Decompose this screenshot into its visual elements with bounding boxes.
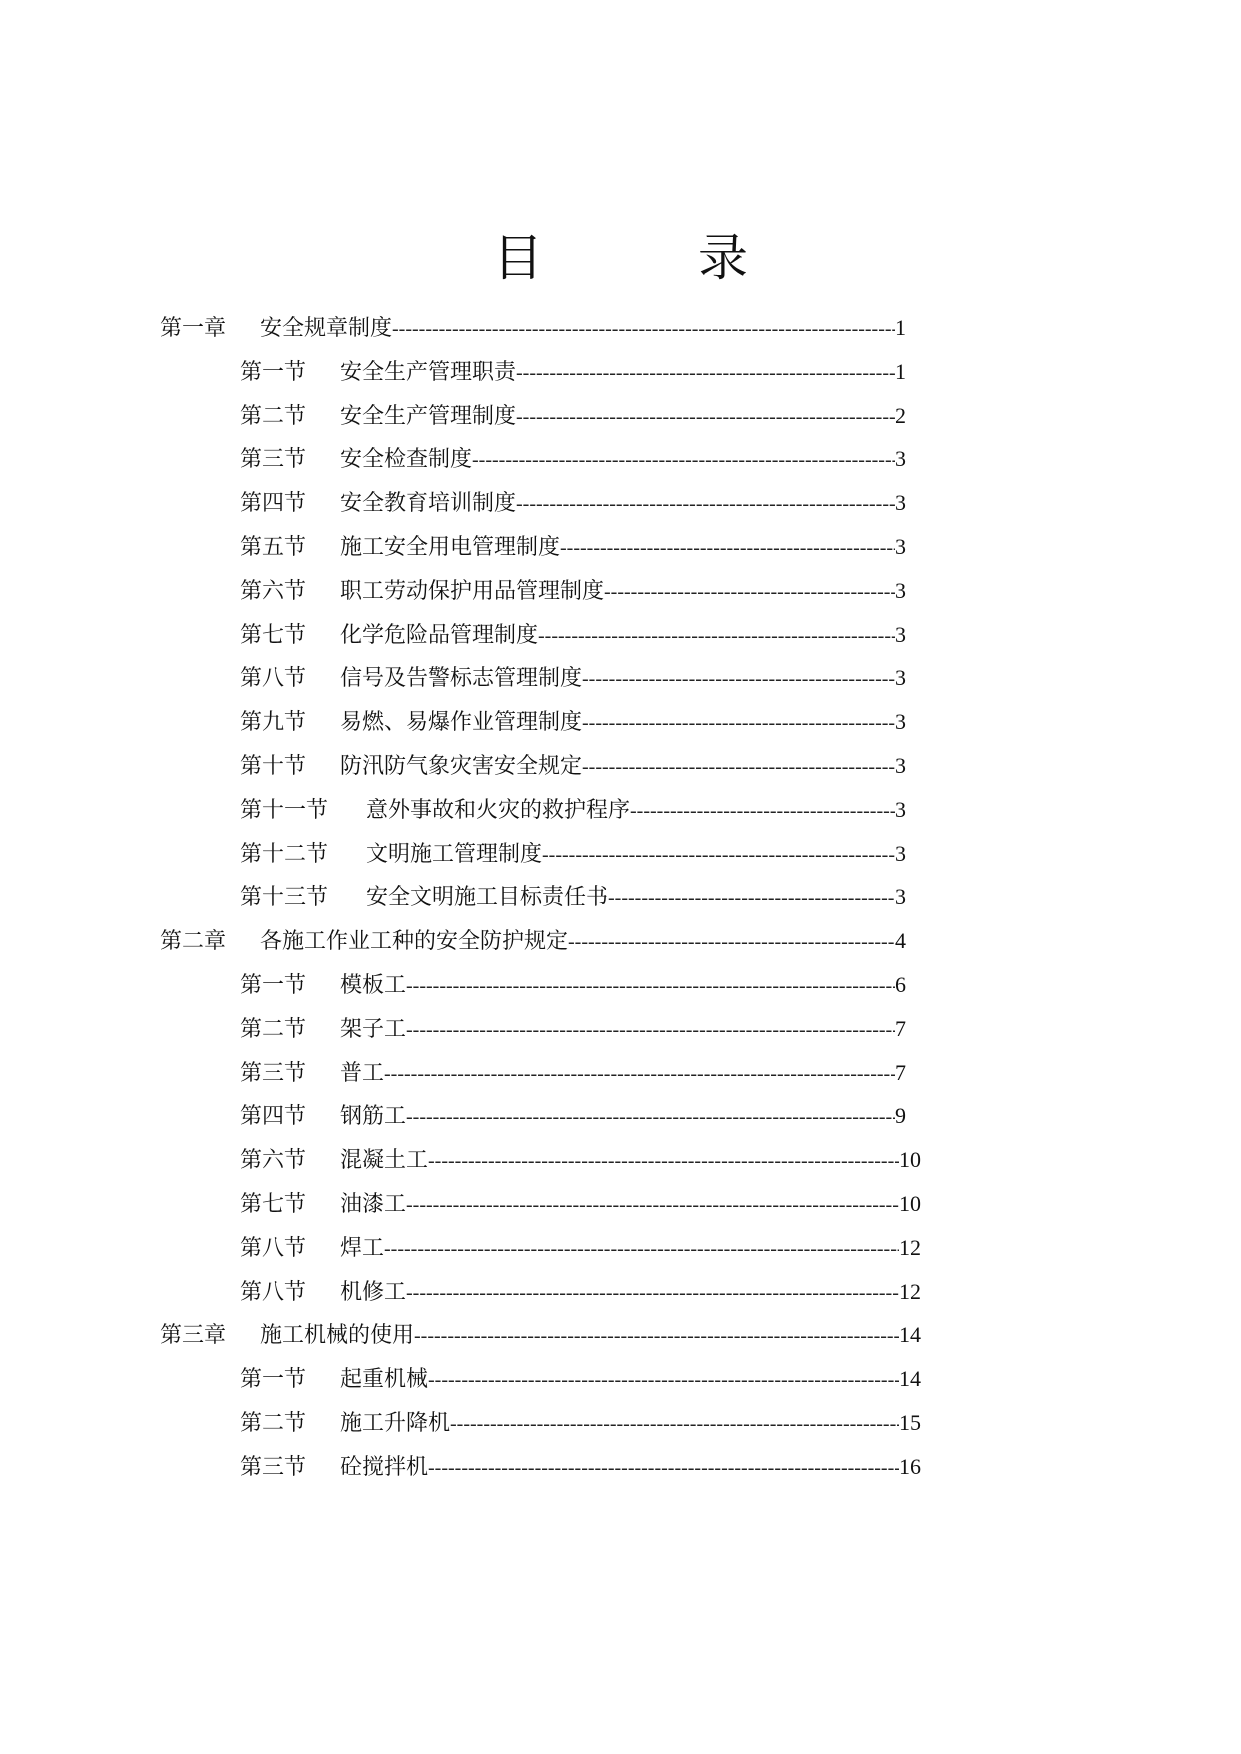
toc-section-row[interactable] bbox=[240, 1145, 921, 1175]
section-title: 安全教育培训制度 bbox=[340, 491, 517, 516]
dot-leader bbox=[516, 489, 895, 519]
dot-leader bbox=[608, 883, 895, 913]
toc-section-row[interactable] bbox=[240, 620, 906, 650]
dot-leader bbox=[428, 1453, 899, 1483]
section-title: 油漆工 bbox=[340, 1192, 407, 1217]
section-label: 第二节 bbox=[240, 1411, 307, 1436]
toc-section-row[interactable] bbox=[240, 1452, 921, 1482]
dot-leader bbox=[406, 1278, 899, 1308]
section-title: 施工升降机 bbox=[340, 1411, 451, 1436]
section-title: 施工安全用电管理制度 bbox=[340, 535, 561, 560]
toc-section-row[interactable] bbox=[240, 1014, 906, 1044]
toc-section-row[interactable] bbox=[240, 532, 906, 562]
dot-leader bbox=[582, 752, 895, 782]
section-label: 第十三节 bbox=[240, 885, 329, 910]
section-title: 钢筋工 bbox=[340, 1104, 407, 1129]
section-title: 易燃、易爆作业管理制度 bbox=[340, 710, 583, 735]
toc-chapter-row[interactable] bbox=[160, 313, 906, 343]
dot-leader bbox=[384, 1234, 899, 1264]
section-label: 第八节 bbox=[240, 666, 307, 691]
section-label: 第三节 bbox=[240, 1455, 307, 1480]
page-number: 12 bbox=[899, 1235, 921, 1260]
section-label: 第八节 bbox=[240, 1280, 307, 1305]
section-title: 安全生产管理制度 bbox=[340, 404, 517, 429]
page-number: 3 bbox=[895, 665, 906, 690]
section-title: 焊工 bbox=[340, 1236, 385, 1261]
dot-leader bbox=[582, 708, 895, 738]
section-title: 防汛防气象灾害安全规定 bbox=[340, 754, 583, 779]
toc-section-row[interactable] bbox=[240, 357, 906, 387]
section-title: 起重机械 bbox=[340, 1367, 429, 1392]
chapter-title: 各施工作业工种的安全防护规定 bbox=[260, 929, 569, 954]
chapter-label: 第二章 bbox=[160, 929, 227, 954]
toc-section-row[interactable] bbox=[240, 1058, 906, 1088]
section-title: 普工 bbox=[340, 1061, 385, 1086]
chapter-title: 安全规章制度 bbox=[260, 316, 393, 341]
page-number: 4 bbox=[895, 928, 906, 953]
section-label: 第四节 bbox=[240, 491, 307, 516]
title-char-2: 录 bbox=[698, 229, 748, 287]
section-title: 模板工 bbox=[340, 973, 407, 998]
toc-section-row[interactable] bbox=[240, 663, 906, 693]
toc-section-row[interactable] bbox=[240, 1101, 906, 1131]
section-label: 第三节 bbox=[240, 1061, 307, 1086]
section-label: 第十二节 bbox=[240, 842, 329, 867]
section-label: 第一节 bbox=[240, 973, 307, 998]
section-label: 第七节 bbox=[240, 623, 307, 648]
section-title: 架子工 bbox=[340, 1017, 407, 1042]
toc-section-row[interactable] bbox=[240, 795, 906, 825]
dot-leader bbox=[406, 1190, 899, 1220]
page-title bbox=[0, 228, 1241, 288]
page-number: 7 bbox=[895, 1060, 906, 1085]
page-number: 6 bbox=[895, 972, 906, 997]
page-number: 3 bbox=[895, 841, 906, 866]
section-title: 化学危险品管理制度 bbox=[340, 623, 539, 648]
toc-section-row[interactable] bbox=[240, 488, 906, 518]
toc-section-row[interactable] bbox=[240, 1277, 921, 1307]
section-label: 第十一节 bbox=[240, 798, 329, 823]
toc-section-row[interactable] bbox=[240, 1364, 921, 1394]
toc-section-row[interactable] bbox=[240, 401, 906, 431]
page-number: 3 bbox=[895, 446, 906, 471]
page-number: 1 bbox=[895, 315, 906, 340]
section-label: 第九节 bbox=[240, 710, 307, 735]
section-title: 安全生产管理职责 bbox=[340, 360, 517, 385]
chapter-label: 第一章 bbox=[160, 316, 227, 341]
dot-leader bbox=[428, 1365, 899, 1395]
page-number: 1 bbox=[895, 359, 906, 384]
toc-section-row[interactable] bbox=[240, 839, 906, 869]
title-char-1: 目 bbox=[493, 229, 543, 287]
page-number: 2 bbox=[895, 403, 906, 428]
toc-section-row[interactable] bbox=[240, 1189, 921, 1219]
dot-leader bbox=[542, 840, 895, 870]
page-number: 3 bbox=[895, 578, 906, 603]
page-number: 16 bbox=[899, 1454, 921, 1479]
toc-section-row[interactable] bbox=[240, 882, 906, 912]
toc-section-row[interactable] bbox=[240, 707, 906, 737]
section-label: 第五节 bbox=[240, 535, 307, 560]
page-number: 3 bbox=[895, 490, 906, 515]
dot-leader bbox=[516, 358, 895, 388]
page-number: 9 bbox=[895, 1103, 906, 1128]
section-label: 第二节 bbox=[240, 1017, 307, 1042]
page-number: 14 bbox=[899, 1322, 921, 1347]
page-number: 3 bbox=[895, 884, 906, 909]
dot-leader bbox=[560, 533, 895, 563]
toc-section-row[interactable] bbox=[240, 1408, 921, 1438]
dot-leader bbox=[568, 927, 895, 957]
page-number: 3 bbox=[895, 622, 906, 647]
page-number: 14 bbox=[899, 1366, 921, 1391]
section-label: 第一节 bbox=[240, 360, 307, 385]
toc-section-row[interactable] bbox=[240, 444, 906, 474]
toc-section-row[interactable] bbox=[240, 576, 906, 606]
section-label: 第六节 bbox=[240, 579, 307, 604]
section-label: 第七节 bbox=[240, 1192, 307, 1217]
page-number: 7 bbox=[895, 1016, 906, 1041]
section-title: 意外事故和火灾的救护程序 bbox=[366, 798, 631, 823]
page-number: 3 bbox=[895, 753, 906, 778]
dot-leader bbox=[516, 402, 895, 432]
page-number: 12 bbox=[899, 1279, 921, 1304]
toc-section-row[interactable] bbox=[240, 970, 906, 1000]
page-number: 3 bbox=[895, 534, 906, 559]
toc-section-row[interactable] bbox=[240, 1233, 921, 1263]
dot-leader bbox=[384, 1059, 895, 1089]
section-label: 第三节 bbox=[240, 447, 307, 472]
page-number: 3 bbox=[895, 797, 906, 822]
section-label: 第六节 bbox=[240, 1148, 307, 1173]
dot-leader bbox=[428, 1146, 899, 1176]
section-title: 信号及告警标志管理制度 bbox=[340, 666, 583, 691]
dot-leader bbox=[414, 1321, 899, 1351]
dot-leader bbox=[538, 621, 895, 651]
toc-section-row[interactable] bbox=[240, 751, 906, 781]
page-number: 10 bbox=[899, 1191, 921, 1216]
dot-leader bbox=[406, 971, 895, 1001]
dot-leader bbox=[392, 314, 895, 344]
section-label: 第二节 bbox=[240, 404, 307, 429]
section-label: 第一节 bbox=[240, 1367, 307, 1392]
section-label: 第十节 bbox=[240, 754, 307, 779]
section-label: 第四节 bbox=[240, 1104, 307, 1129]
section-title: 安全文明施工目标责任书 bbox=[366, 885, 609, 910]
section-title: 职工劳动保护用品管理制度 bbox=[340, 579, 605, 604]
section-title: 安全检查制度 bbox=[340, 447, 473, 472]
toc-chapter-row[interactable] bbox=[160, 1320, 921, 1350]
section-label: 第八节 bbox=[240, 1236, 307, 1261]
chapter-label: 第三章 bbox=[160, 1323, 227, 1348]
page-number: 10 bbox=[899, 1147, 921, 1172]
section-title: 砼搅拌机 bbox=[340, 1455, 429, 1480]
toc-chapter-row[interactable] bbox=[160, 926, 906, 956]
dot-leader bbox=[582, 664, 895, 694]
chapter-title: 施工机械的使用 bbox=[260, 1323, 415, 1348]
section-title: 文明施工管理制度 bbox=[366, 842, 543, 867]
page-number: 15 bbox=[899, 1410, 921, 1435]
dot-leader bbox=[450, 1409, 899, 1439]
dot-leader bbox=[406, 1102, 895, 1132]
dot-leader bbox=[406, 1015, 895, 1045]
section-title: 机修工 bbox=[340, 1280, 407, 1305]
dot-leader bbox=[472, 445, 895, 475]
section-title: 混凝土工 bbox=[340, 1148, 429, 1173]
page-number: 3 bbox=[895, 709, 906, 734]
dot-leader bbox=[604, 577, 895, 607]
dot-leader bbox=[630, 796, 895, 826]
